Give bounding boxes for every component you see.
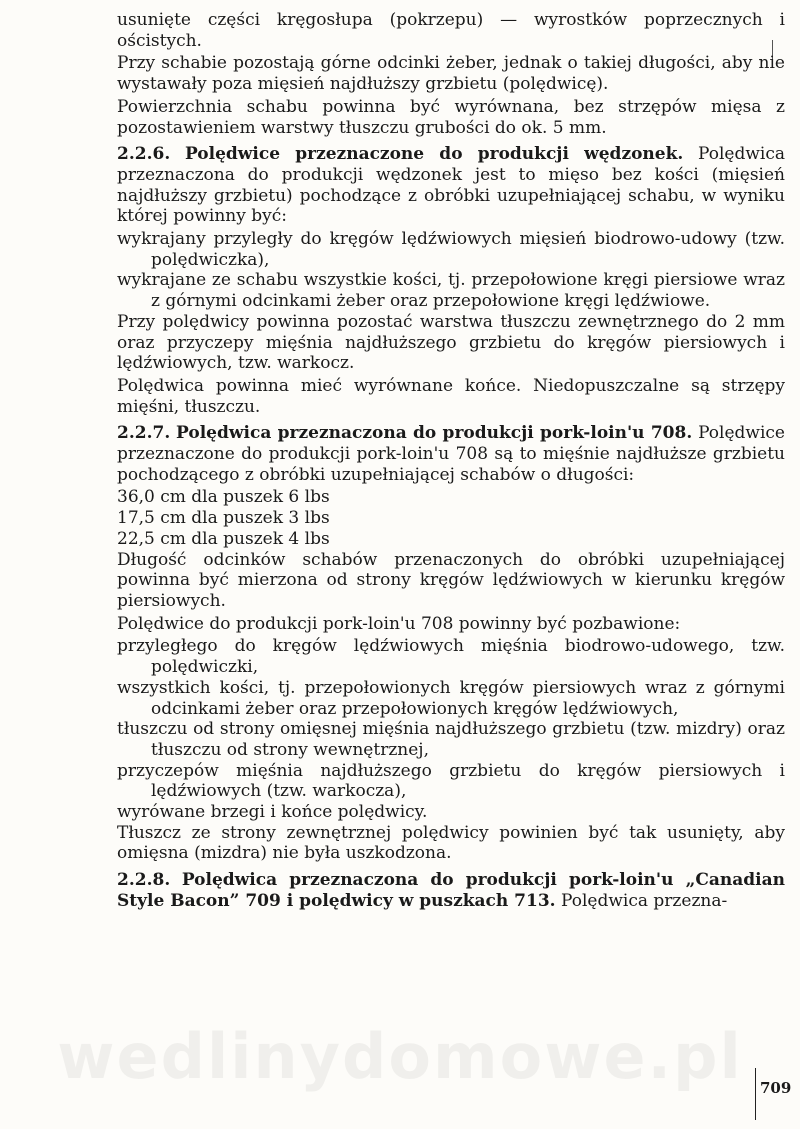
paragraph: usunięte części kręgosłupa (pokrzepu) — wyrostków poprzecznych i ościstych.: [117, 10, 785, 51]
list-item: wykrajane ze schabu wszystkie kości, tj. przepołowione kręgi piersiowe wraz z górnymi odcinkami żeber oraz przepołowione kręgi lędźwiowe.: [117, 270, 785, 312]
paragraph: Tłuszcz ze strony zewnętrznej polędwicy powinien być tak usunięty, aby omięsna (mizdra) nie była uszkodzona.: [117, 822, 785, 864]
section-number: 2.2.7.: [117, 423, 171, 444]
watermark: wedlinydomowe.pl: [57, 1020, 743, 1093]
section-2-2-7: [117, 423, 785, 485]
section-2-2-6: [117, 144, 785, 227]
section-text: Polędwica przeznaczona do produkcji wędzonek jest to mięso bez kości (mięsień najdłuższy grzbietu) pochodzące z obróbki uzupełniającej schabu, w wyniku której powinny być:: [117, 144, 786, 227]
section-text: Polędwica przezna-: [561, 890, 728, 911]
section-number: 2.2.6.: [117, 144, 171, 165]
section-2-2-8: [117, 870, 785, 911]
length-spec: 22,5 cm dla puszek 4 lbs: [117, 528, 330, 549]
section-number: 2.2.8.: [117, 870, 171, 891]
list-item: przyczepów mięśnia najdłuższego grzbietu do kręgów piersiowych i lędźwiowych (tzw. warkocza),: [117, 760, 785, 802]
document-body: [117, 10, 785, 912]
list-item: wszystkich kości, tj. przepołowionych kręgów piersiowych wraz z górnymi odcinkami żeber oraz przepołowionych kręgów lędźwiowych,: [117, 677, 785, 719]
length-spec: 17,5 cm dla puszek 3 lbs: [117, 508, 330, 529]
section-title: Polędwica przeznaczona do produkcji pork-loin'u 708.: [176, 423, 693, 444]
length-spec: 36,0 cm dla puszek 6 lbs: [117, 487, 330, 508]
section-title: Polędwice przeznaczone do produkcji wędzonek.: [184, 144, 684, 165]
list-item: wykrajany przyległy do kręgów lędźwiowych mięsień biodrowo-udowy (tzw. polędwiczka),: [117, 229, 785, 270]
section-text: Polędwice przeznaczone do produkcji pork-loin'u 708 są to mięśnie najdłuższe grzbietu pochodzącego z obróbki uzupełniającej schabów o długości:: [117, 423, 785, 485]
paragraph: Polędwice do produkcji pork-loin'u 708 powinny być pozbawione:: [117, 613, 681, 634]
page-number: 709: [760, 1079, 792, 1097]
paragraph: Przy polędwicy powinna pozostać warstwa tłuszczu zewnętrznego do 2 mm oraz przyczepy mięśnia najdłuższego grzbietu do kręgów piersiowych i lędźwiowych, tzw. warkocz.: [117, 311, 785, 374]
paragraph: Powierzchnia schabu powinna być wyrównana, bez strzępów mięsa z pozostawieniem warstwy tłuszczu grubości do ok. 5 mm.: [117, 96, 785, 138]
paragraph: Polędwica powinna mieć wyrównane końce. Niedopuszczalne są strzępy mięśni, tłuszczu.: [117, 375, 785, 417]
list-item: przyległego do kręgów lędźwiowych mięśnia biodrowo-udowego, tzw. polędwiczki,: [117, 636, 785, 678]
list-item: wyrówane brzegi i końce polędwicy.: [117, 802, 428, 823]
list-item: tłuszczu od strony omięsnej mięśnia najdłuższego grzbietu (tzw. mizdry) oraz tłuszczu od strony wewnętrznej,: [117, 719, 785, 760]
paragraph: Przy schabie pozostają górne odcinki żeber, jednak o takiej długości, aby nie wystawały poza mięsień najdłuższy grzbietu (polędwicę).: [117, 53, 785, 95]
section-title: Polędwica przeznaczona do produkcji pork-loin'u „Canadian Style Bacon” 709 i polędwicy w puszkach 713.: [117, 870, 785, 911]
page-number-rule: [755, 1068, 756, 1120]
paragraph: Długość odcinków schabów przenaczonych do obróbki uzupełniającej powinna być mierzona od strony kręgów lędźwiowych w kierunku kręgów piersiowych.: [117, 549, 785, 611]
